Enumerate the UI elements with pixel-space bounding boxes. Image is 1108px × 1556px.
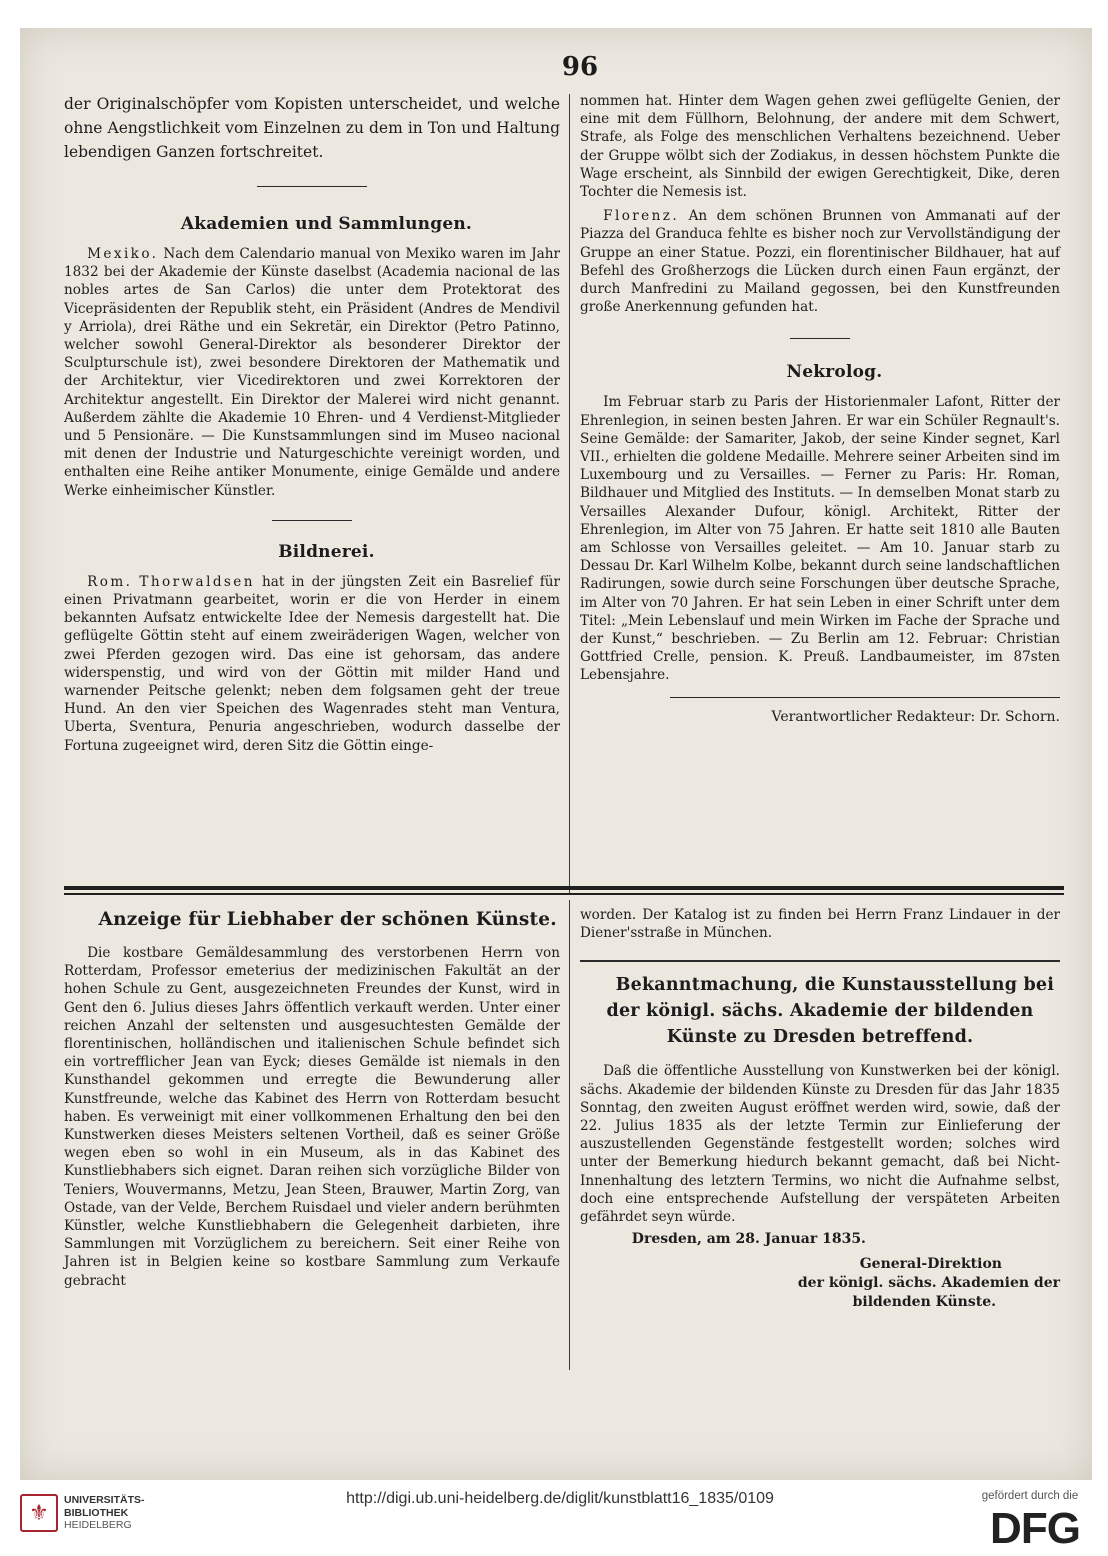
section-divider — [580, 960, 1060, 962]
section-heading-akademien: Akademien und Sammlungen. — [180, 214, 473, 234]
library-logo-icon: ⚜ — [20, 1494, 58, 1532]
article-rom — [64, 573, 560, 755]
left-bottom-column — [64, 908, 560, 1290]
article-text: Nach dem Calendario manual von Mexiko waren im Jahr 1832 bei der Akademie der Künste daselbst (Academia nacional de las nobles artes de San Carlos) die unter dem Protektorat des Vicepräsidenten der Republik steht, ein Präsident (Andres de Mendivil y Arriola), drei Räthe und ein Sekretär, ein Direktor (Petro Patinno, welcher sowohl General-Direktor als besonderer Direktor der Sculpturschule ist), zwei besondere Direktoren der Mathematik und der Architektur, vier Vicedirektoren und zwei Korrektoren der Architektur angestellt. Ein Direktor der Malerei wird nicht genannt. Außerdem zählte die Akademie 10 Ehren- und 4 Verdienst-Mitglieder und 5 Pensionäre. — Die Kunstsammlungen sind im Museo nacional mit denen der Industrie und Naturgeschichte vereinigt worden, und enthalten eine Reihe antiker Monumente, einige Gemälde und andere Werke einheimischer Künstler. — [64, 246, 560, 499]
dateline: Dresden, am 28. Januar 1835. — [631, 1231, 866, 1248]
article-florenz — [580, 207, 1060, 316]
article-text: hat in der jüngsten Zeit ein Basrelief für einen Privatmann gearbeitet, worin er die von Herder in einem bekannten Aufsatz entwickelte Idee der Nemesis dargestellt hat. Die geflügelte Göttin steht auf einem zweiräderigen Wagen, welcher von zwei Pferden gezogen wird. Das eine ist gehorsam, das andere widerspenstig, und wird von der Göttin mit milder Hand und warnender Peitsche gelenkt; neben dem folgsamen geht der treue Hund. An den vier Speichen des Wagenrades steht man Ventura, Uberta, Sventura, Penuria angeschrieben, wodurch dasselbe der Fortuna zugeeignet wird, deren Sitz die Göttin einge- — [64, 573, 560, 754]
editor-divider — [670, 697, 1060, 698]
continuation-text: worden. Der Katalog ist zu finden bei Herrn Franz Lindauer in der Diener'sstraße in München. — [580, 907, 1060, 942]
logo-line: HEIDELBERG — [64, 1519, 132, 1531]
announcement-text: Die kostbare Gemäldesammlung des verstorbenen Herrn von Rotterdam, Professor emeterius der medizinischen Fakultät an der hohen Schule zu Gent, ausgezeichneten Freundes der Kunst, wird in Gent den 6. Julius dieses Jahrs öffentlich verkauft werden. Unter einer reichen Anzahl der seltensten und ausgesuchtesten Gemälde der florentinischen, holländischen und italienischen Schule befindet sich ein vortrefflicher Jean van Eyck; dieses Gemälde ist niemals in den Kunsthandel gekommen und erregte die Bewunderung aller Kunstfreunde, welche das Kabinet des Herrn von Rotterdam besucht haben. Es verweinigt mit einer vollkommenen Erhaltung den bei den Kunstwerken dieses Meisters seltenen Vortheil, daß es seiner Größe wegen eben so wohl in ein Museum, als in das Kabinet des Kunstliebhabers sich eignet. Daran reihen sich vorzügliche Bilder von Teniers, Wouvermanns, Metzu, Jean Steen, Brauwer, Martin Zorg, van Ostade, van der Velde, Berchem Ruisdael und vieler andern berühmten Künstler, welche Kunstliebhabern die Gelegenheit darbieten, ihre Sammlungen mit Vorzüglichem zu bereichern. Seit einer Reihe von Jahren ist in Belgien keine so kostbare Sammlung zum Verkaufe gebracht — [64, 945, 560, 1289]
signature-line: bildenden Künste. — [852, 1294, 996, 1311]
person-name: Thorwaldsen — [139, 573, 255, 590]
footer-bar — [0, 1480, 1108, 1556]
place-name: Rom. — [87, 573, 133, 590]
left-top-column — [64, 92, 560, 755]
column-divider — [569, 900, 570, 1370]
announcement-text: Daß die öffentliche Ausstellung von Kunstwerken bei der königl. sächs. Akademie der bildenden Künste zu Dresden für das Jahr 1835 Sonntag, den zweiten August eröffnet werden wird, sowie, daß der 22. Julius 1835 als der letzte Termin zur Einlieferung der auszustellenden Gegenstände festgestellt worden; solches wird unter der Bemerkung hiedurch bekannt gemacht, daß bei Nicht-Innenhaltung des letztern Termins, wo nicht die Aufnahme selbst, doch eine entsprechende Aufstellung der verspäteten Arbeiten gefährdet seyn würde. — [580, 1063, 1060, 1226]
place-name: Mexiko. — [87, 246, 159, 262]
editor-line: Verantwortlicher Redakteur: Dr. Schorn. — [771, 708, 1060, 725]
section-heading-bildnerei: Bildnerei. — [278, 541, 375, 562]
page-number: 96 — [561, 52, 599, 82]
right-bottom-column — [580, 906, 1060, 1312]
place-name: Florenz. — [603, 208, 680, 225]
section-heading-bekanntmachung: Bekanntmachung, die Kunstausstellung bei der königl. sächs. Akademie der bildenden Künste zu Dresden betreffend. — [606, 975, 1055, 1048]
article-text: An dem schönen Brunnen von Ammanati auf der Piazza del Granduca fehlte es bisher noch zur Vervollständigung der Gruppe an einer Statue. Pozzi, ein florentinischer Bildhauer, hat auf Befehl des Großherzogs die Lücken durch einen Faun ergänzt, der durch Manfredini zu Mailand gegossen, bei den Kunstfreunden große Anerkennung gefunden hat. — [580, 208, 1060, 316]
logo-line: BIBLIOTHEK — [64, 1506, 129, 1519]
continuation-text: nommen hat. Hinter dem Wagen gehen zwei geflügelte Genien, der eine mit dem Füllhorn, Belohnung, der andere mit dem Schwert, Strafe, als Folge des menschlichen Verhaltens bezeichnend. Ueber der Gruppe wölbt sich der Zodiakus, in dessen höchstem Punkte die Wage erscheint, als Sinnbild der ewigen Gerechtigkeit, Dike, deren Tochter die Nemesis ist. — [580, 93, 1060, 201]
permalink-url[interactable]: http://digi.ub.uni-heidelberg.de/diglit/kunstblatt16_1835/0109 — [346, 1490, 774, 1507]
double-rule-top — [64, 886, 1064, 890]
signature-line: General-Direktion — [859, 1256, 1002, 1273]
section-divider — [272, 520, 352, 521]
section-heading-anzeige: Anzeige für Liebhaber der schönen Künste. — [98, 909, 557, 930]
funding-caption: gefördert durch die — [981, 1490, 1079, 1502]
logo-line: UNIVERSITÄTS- — [64, 1494, 145, 1506]
double-rule-bottom — [64, 893, 1064, 895]
section-divider — [257, 186, 367, 187]
column-divider — [569, 94, 570, 894]
continuation-text: der Originalschöpfer vom Kopisten unterscheidet, und welche ohne Aengstlichkeit vom Einzelnen zu dem in Ton und Haltung lebendigen Ganzen fortschreitet. — [64, 95, 560, 161]
signature-line: der königl. sächs. Akademien der — [797, 1275, 1060, 1292]
scanned-page — [20, 28, 1092, 1480]
dfg-logo: DFG — [990, 1504, 1080, 1553]
right-top-column — [580, 92, 1060, 726]
section-heading-nekrolog: Nekrolog. — [786, 362, 883, 383]
article-nekrolog: Im Februar starb zu Paris der Historienmaler Lafont, Ritter der Ehrenlegion, in seinen besten Jahren. Er war ein Schüler Regnault's. Seine Gemälde: der Samariter, Jakob, der seine Kinder segnet, Karl VII., erhielten die goldene Medaille. Mehrere seiner Arbeiten sind im Luxembourg und zu Versailles. — Ferner zu Paris: Hr. Roman, Bildhauer und Mitglied des Instituts. — In demselben Monat starb zu Versailles Alexander Dufour, königl. Architekt, Ritter der Ehrenlegion, im Alter von 75 Jahren. Er hatte seit 1810 alle Bauten am Schlosse von Versailles geleitet. — Am 10. Januar starb zu Dessau Dr. Karl Wilhelm Kolbe, bekannt durch seine landschaftlichen Radirungen, sowie durch seine Forschungen über deutsche Sprache, im Alter von 70 Jahren. Er hat sein Leben in einer Schrift unter dem Titel: „Mein Lebenslauf und mein Wirken im Fache der Sprache und der Kunst,“ beschrieben. — Zu Berlin am 12. Februar: Christian Gottfried Crelle, pension. K. Preuß. Landbaumeister, im 87sten Lebensjahre. — [580, 394, 1060, 684]
article-mexiko — [64, 245, 560, 500]
section-divider — [790, 338, 850, 339]
library-logo-text — [64, 1494, 145, 1532]
